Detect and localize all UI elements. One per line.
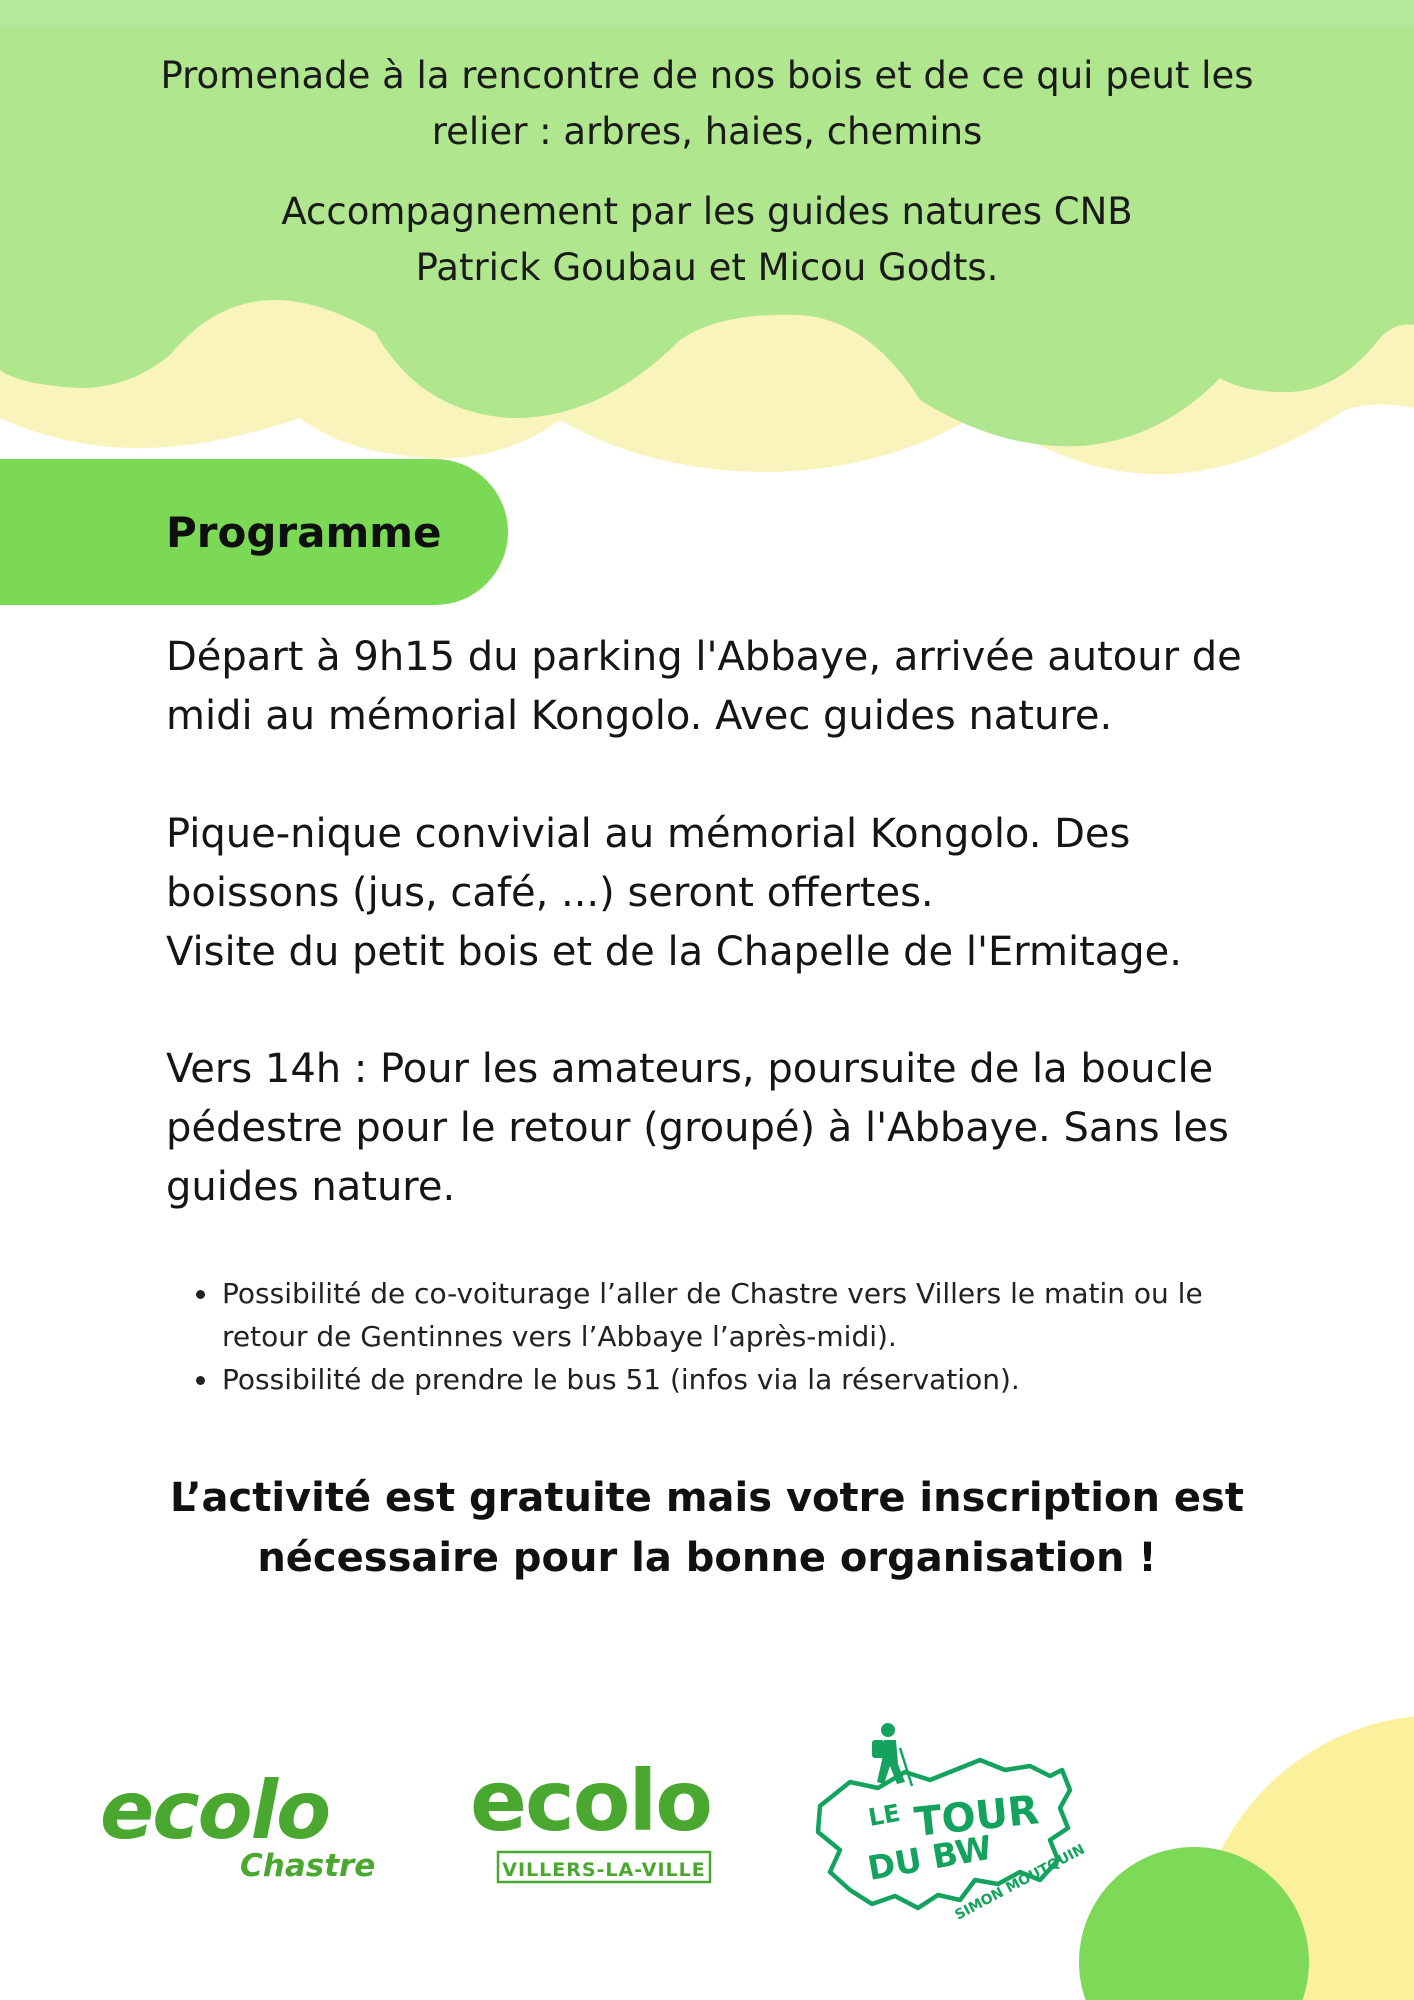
paragraph-line: midi au mémorial Kongolo. Avec guides nature.	[166, 693, 1113, 739]
programme-paragraph-afternoon	[166, 1040, 1296, 1217]
intro-line-2: relier : arbres, haies, chemins	[431, 110, 983, 153]
programme-paragraph-departure	[166, 628, 1296, 746]
hiker-icon	[872, 1723, 912, 1786]
paragraph-line: Visite du petit bois et de la Chapelle de l'Ermitage.	[166, 929, 1182, 975]
paragraph-line: guides nature.	[166, 1164, 456, 1210]
ecolo-chastre-logo	[100, 1764, 375, 1884]
ecolo-villers-place: VILLERS-LA-VILLE	[502, 1859, 706, 1881]
bullet-line: Possibilité de prendre le bus 51 (infos via la réservation).	[222, 1363, 1020, 1396]
info-bullet-list	[166, 1272, 1360, 1401]
intro-line-1: Promenade à la rencontre de nos bois et de ce qui peut les	[160, 54, 1254, 97]
registration-line-2: nécessaire pour la bonne organisation !	[257, 1535, 1157, 1581]
bullet-carpool	[220, 1272, 1360, 1358]
paragraph-line: pédestre pour le retour (groupé) à l'Abbaye. Sans les	[166, 1105, 1229, 1151]
tour-author: SIMON MOUTQUIN	[952, 1841, 1088, 1924]
footer-area	[0, 1640, 1414, 2000]
ecolo-villers-brand: ecolo	[470, 1752, 711, 1850]
intro-text	[100, 48, 1314, 160]
guides-line-1: Accompagnement par les guides natures CNB	[281, 190, 1133, 233]
tour-du-bw: DU BW	[864, 1827, 995, 1888]
bullet-bus	[220, 1358, 1360, 1401]
bullet-line: Possibilité de co-voiturage l’aller de Chastre vers Villers le matin ou le	[222, 1277, 1203, 1310]
paragraph-line: boissons (jus, café, ...) seront offertes.	[166, 870, 934, 916]
tour-du-bw-logo	[818, 1723, 1088, 1924]
header-top-band	[0, 0, 1414, 26]
tour-title: TOUR	[912, 1787, 1041, 1846]
programme-heading: Programme	[166, 508, 442, 557]
registration-line-1: L’activité est gratuite mais votre inscription est	[170, 1475, 1244, 1521]
ecolo-chastre-place: Chastre	[240, 1848, 376, 1884]
bullet-line: retour de Gentinnes vers l’Abbaye l’après-midi).	[222, 1320, 897, 1353]
paragraph-line: Pique-nique convivial au mémorial Kongolo. Des	[166, 811, 1131, 857]
paragraph-line: Vers 14h : Pour les amateurs, poursuite de la boucle	[166, 1046, 1214, 1092]
programme-paragraph-picnic	[166, 805, 1296, 982]
registration-notice	[120, 1468, 1294, 1588]
guides-text	[100, 184, 1314, 296]
tour-le: LE	[866, 1798, 903, 1832]
ecolo-villers-logo	[470, 1752, 711, 1882]
paragraph-line: Départ à 9h15 du parking l'Abbaye, arrivée autour de	[166, 634, 1242, 680]
ecolo-chastre-brand: ecolo	[100, 1764, 330, 1857]
guides-line-2: Patrick Goubau et Micou Godts.	[415, 246, 999, 289]
